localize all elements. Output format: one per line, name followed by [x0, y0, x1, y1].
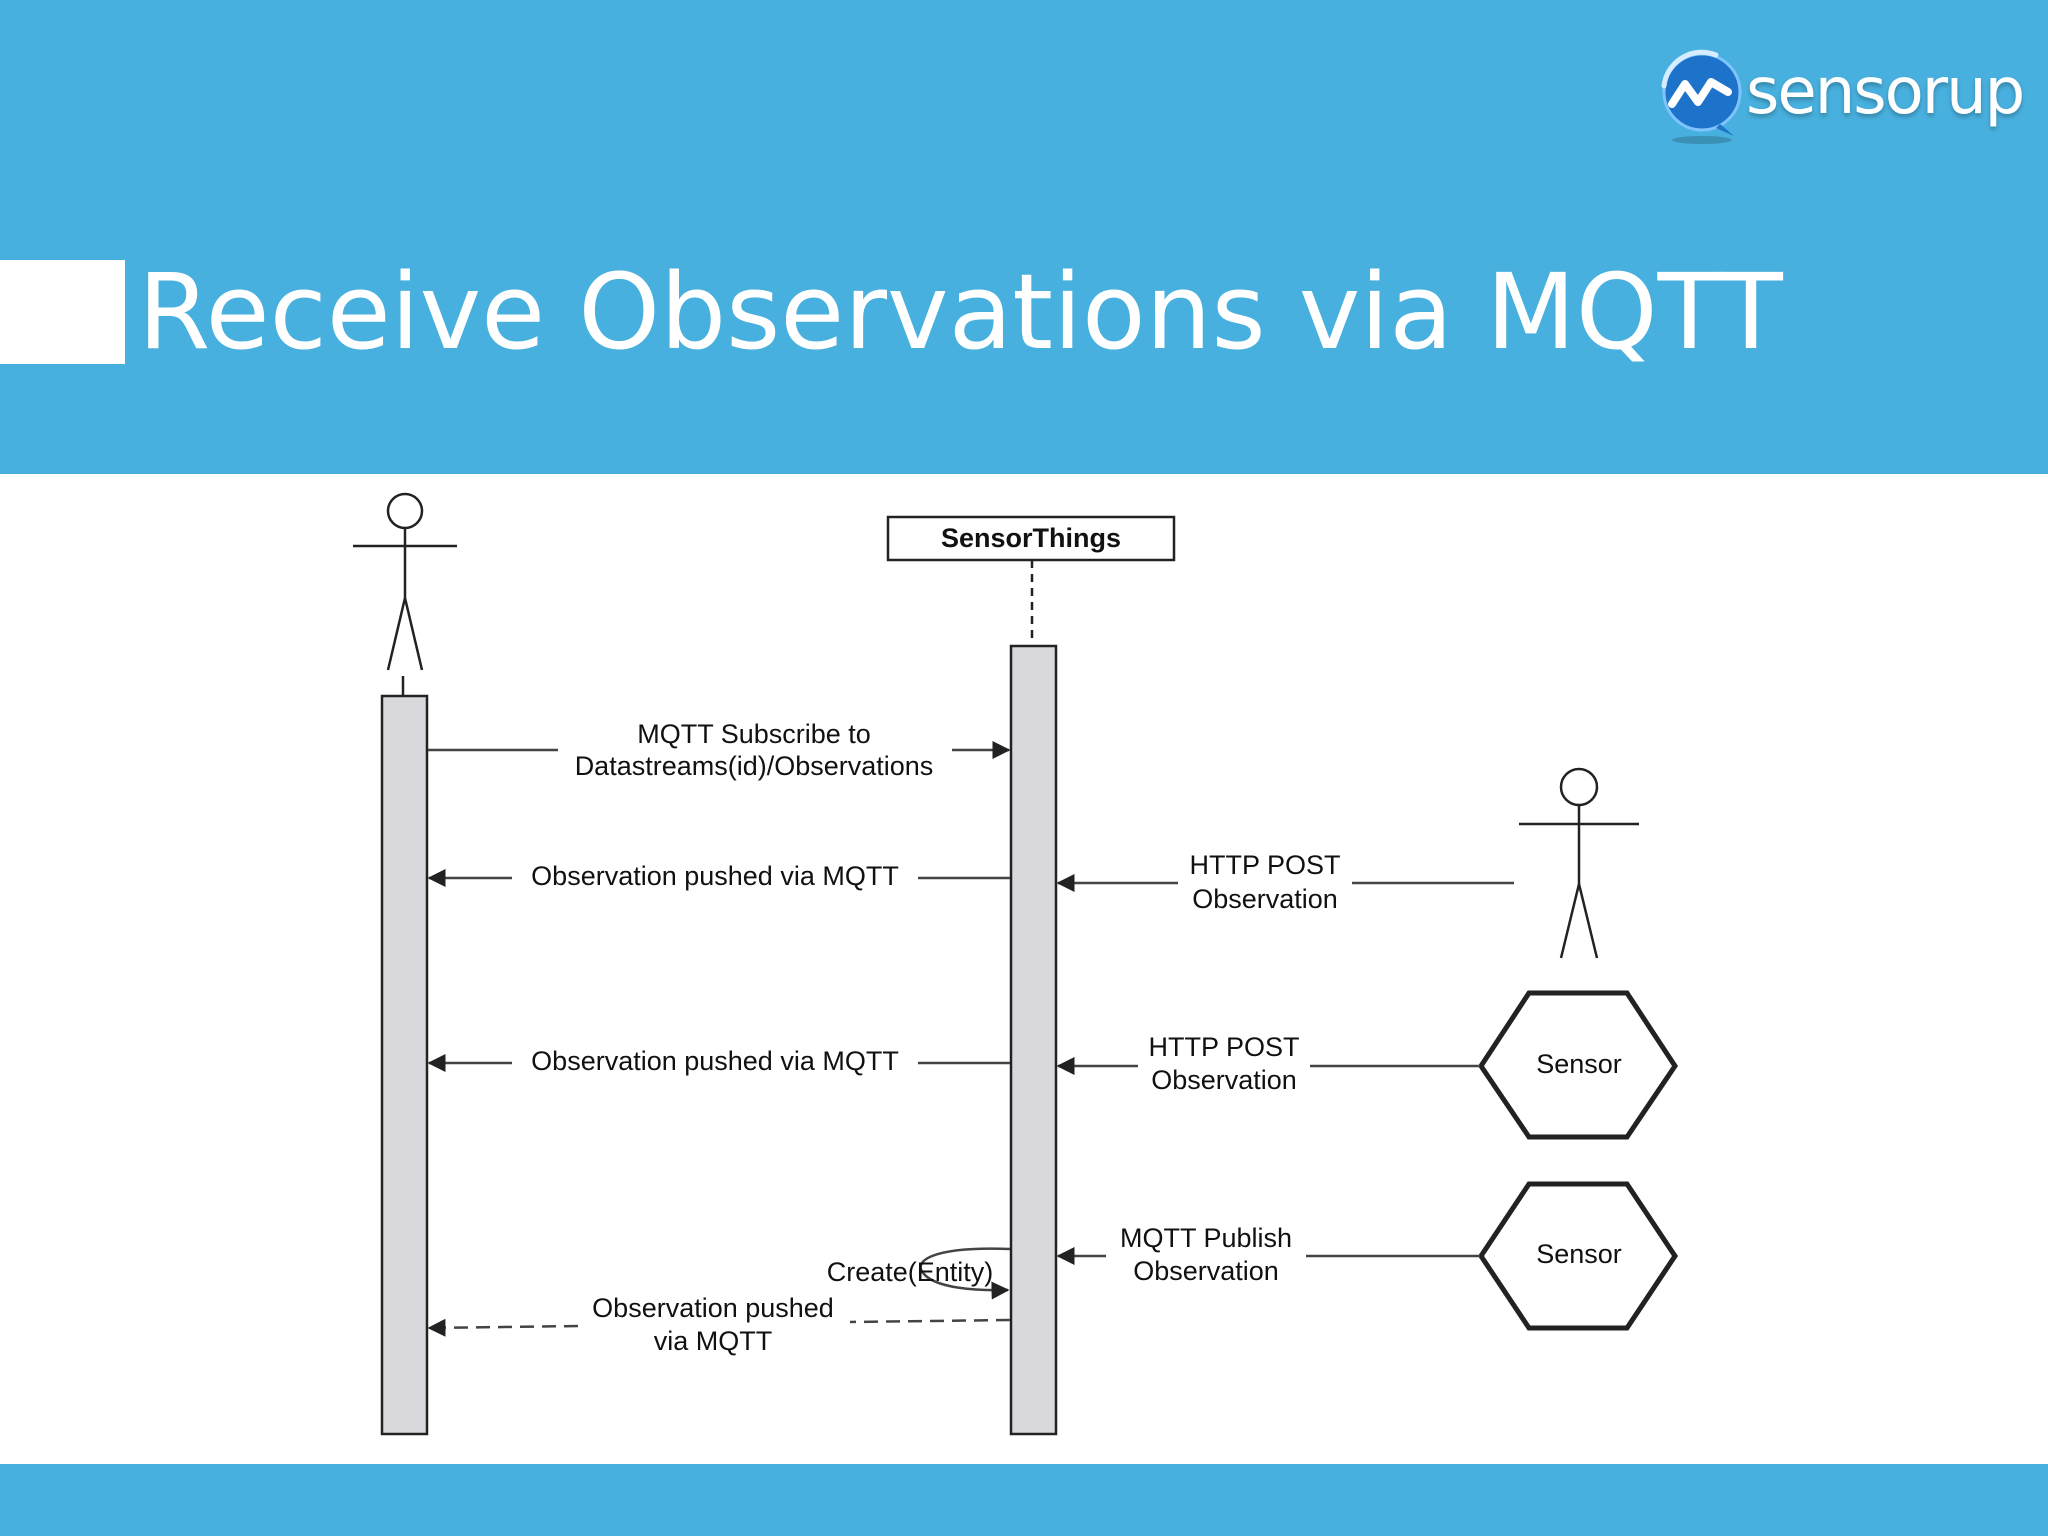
logo-wordmark: sensorup: [1746, 55, 2024, 129]
subscribe-label-line1: MQTT Subscribe to: [637, 719, 871, 750]
message-push-3: [429, 1293, 1010, 1356]
sensor-2-label: Sensor: [1536, 1239, 1622, 1270]
message-push-2: [429, 1046, 1010, 1076]
push-2-label: Observation pushed via MQTT: [531, 1046, 899, 1077]
subscriber-actor: [353, 494, 457, 696]
push-3-label-line1: Observation pushed: [592, 1293, 834, 1324]
push-1-label: Observation pushed via MQTT: [531, 861, 899, 892]
message-mqtt-subscribe: [428, 719, 1009, 781]
publish-label-line1: MQTT Publish: [1119, 1223, 1293, 1254]
footer-band: [0, 1464, 2048, 1536]
sensor-2-node: [1481, 1184, 1675, 1328]
sensorthings-participant: [888, 517, 1174, 644]
http-client-actor: [1519, 769, 1639, 958]
message-http-post-2: [1058, 1032, 1480, 1095]
sensor-1-label: Sensor: [1536, 1049, 1622, 1080]
title-accent-block: [0, 260, 125, 364]
post-1-label-line1: HTTP POST: [1189, 850, 1341, 881]
sensorup-chart-bubble-icon: [1658, 46, 1748, 146]
publish-label-line2: Observation: [1133, 1256, 1279, 1287]
message-http-post-1: [1058, 850, 1514, 914]
create-entity-label: Create(Entity): [826, 1257, 994, 1288]
post-2-label-line1: HTTP POST: [1148, 1032, 1300, 1063]
message-create-entity: [827, 1249, 1010, 1291]
message-mqtt-publish: [1058, 1223, 1480, 1286]
sequence-diagram: [0, 474, 2048, 1464]
sensorthings-activation-bar: [1011, 646, 1056, 1434]
push-3-label-line2: via MQTT: [653, 1326, 773, 1357]
sensorup-logo: [1658, 46, 2024, 146]
subscriber-activation-bar: [382, 696, 427, 1434]
slide-title: Receive Observations via MQTT: [138, 251, 1783, 373]
sensor-1-node: [1481, 993, 1675, 1137]
message-push-1: [429, 861, 1010, 891]
sensorthings-label: SensorThings: [940, 523, 1122, 554]
subscribe-label-line2: Datastreams(id)/Observations: [574, 751, 934, 782]
post-1-label-line2: Observation: [1192, 884, 1338, 915]
post-2-label-line2: Observation: [1151, 1065, 1297, 1096]
